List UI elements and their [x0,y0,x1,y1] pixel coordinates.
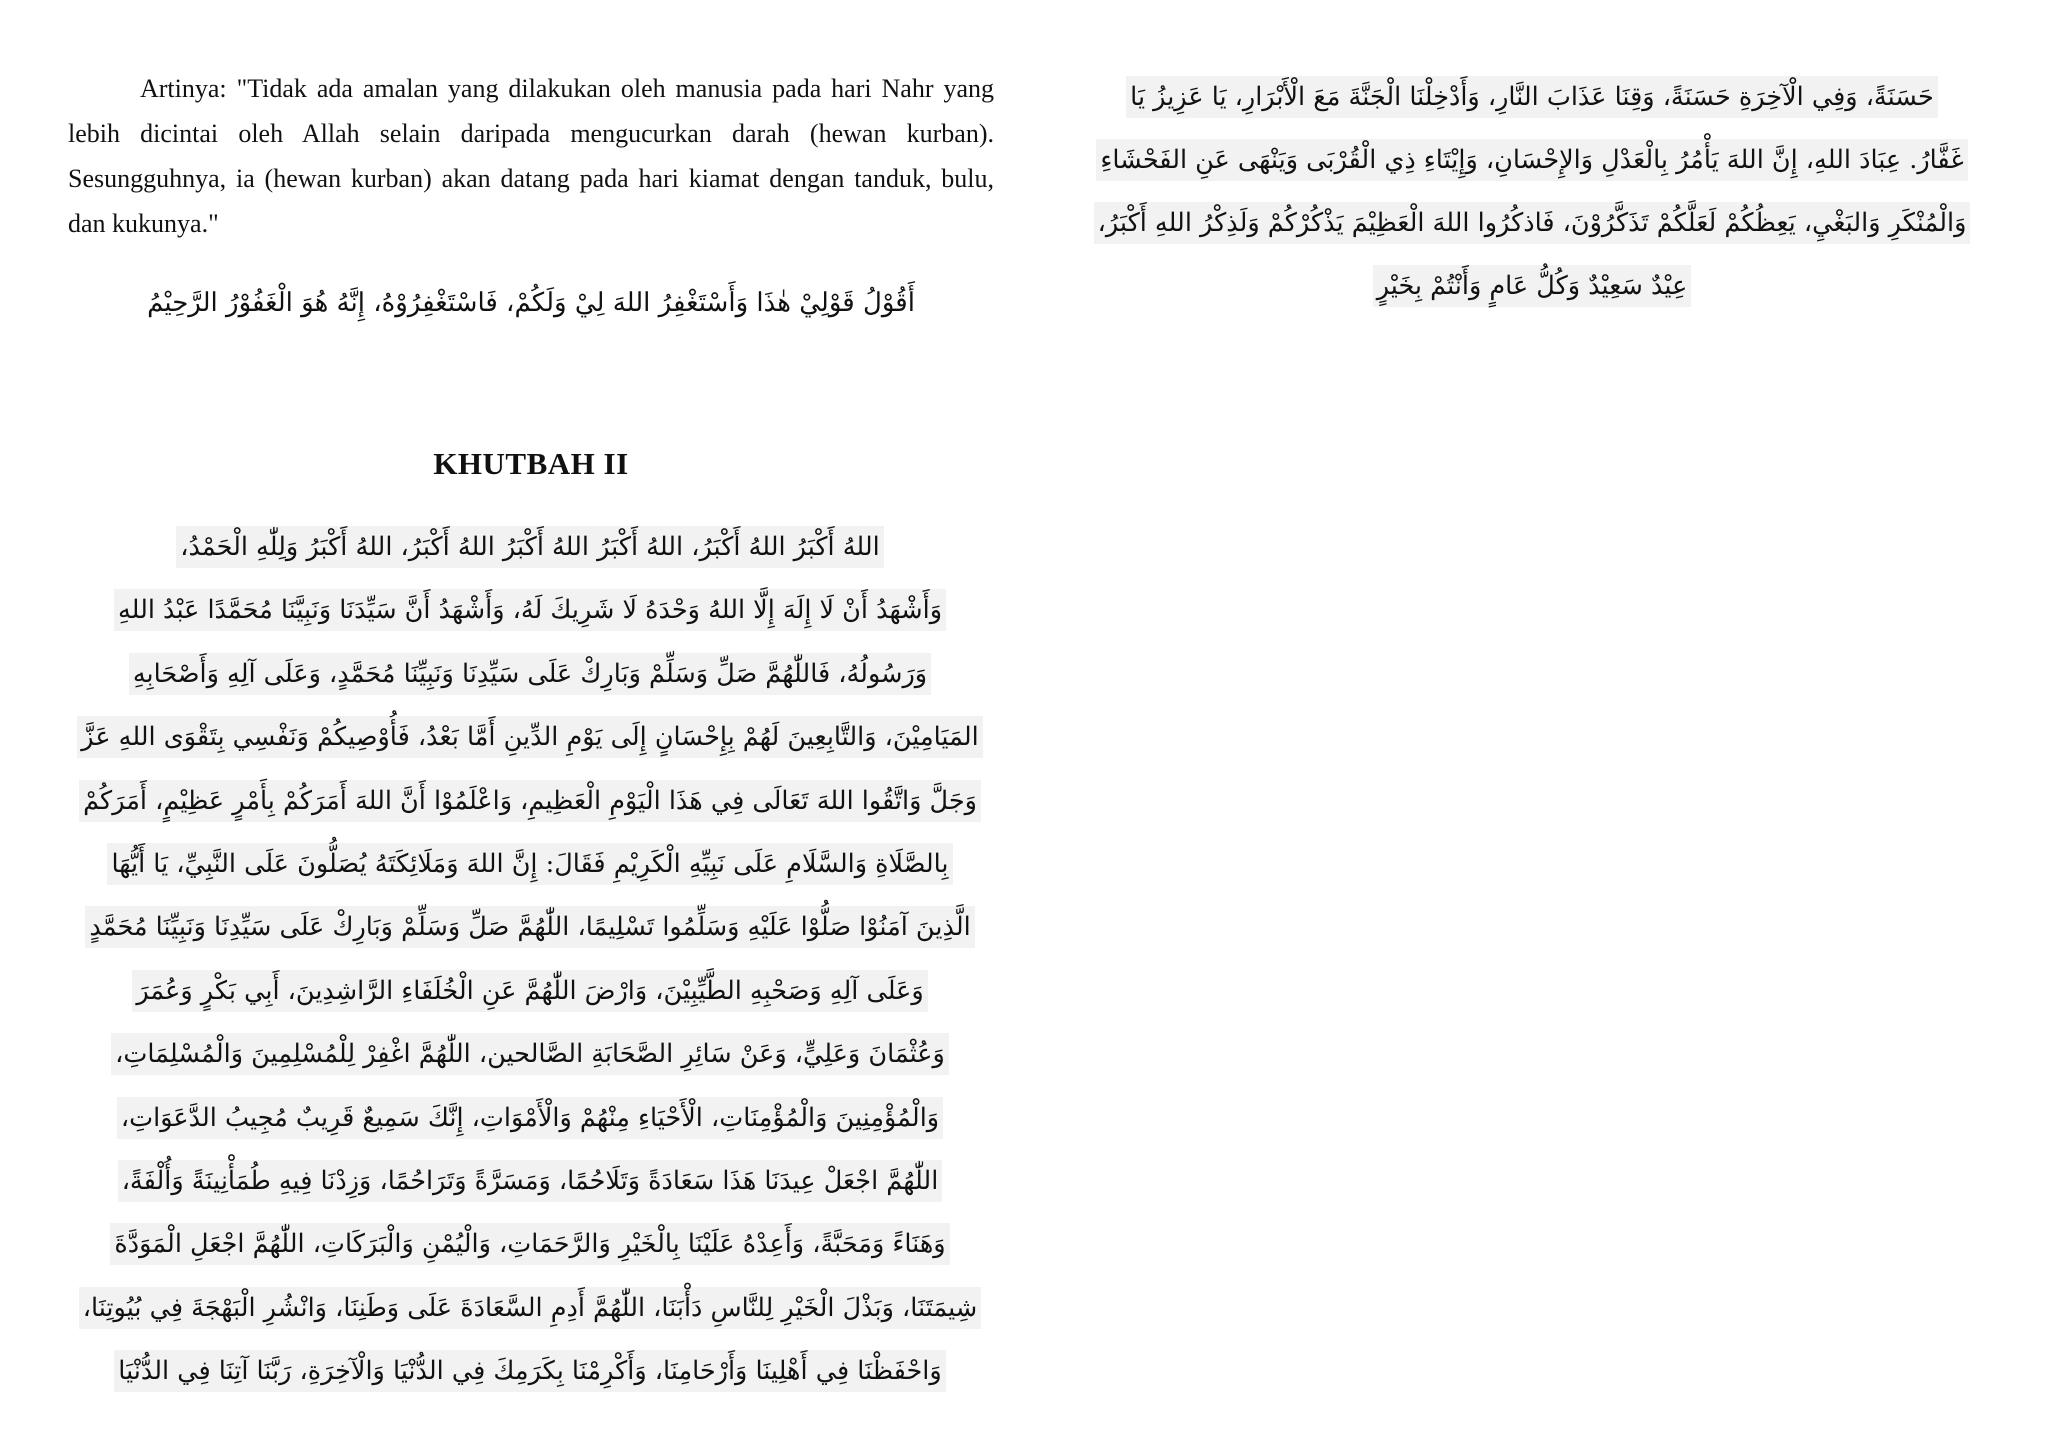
arabic-line: المَيَامِيْنَ، وَالتَّابِعِينَ لَهُمْ بِإِحْسَانٍ إِلَى يَوْمِ الدِّينِ أَمَّا بَعْدُ، فَأُوْصِيكُمْ وَنَفْسِي بِتَقْوَى اللهِ عَزَّ [77,716,982,758]
arabic-line: الَّذِينَ آمَنُوْا صَلُّوْا عَلَيْهِ وَسَلِّمُوا تَسْلِيمًا، اللّٰهُمَّ صَلِّ وَسَلِّمْ وَبَارِكْ عَلَى سَيِّدِنَا وَنَبِيِّنَا مُحَمَّدٍ [85,906,974,948]
arabic-line: وَرَسُولُهُ، فَاللّٰهُمَّ صَلِّ وَسَلِّمْ وَبَارِكْ عَلَى سَيِّدِنَا وَنَبِيِّنَا مُحَمَّدٍ، وَعَلَى آلِهِ وَأَصْحَابِهِ [129,653,931,695]
arabic-line: وَالْمُؤْمِنِينَ وَالْمُؤْمِنَاتِ، الْأَحْيَاءِ مِنْهُمْ وَالْأَمْوَاتِ، إِنَّكَ سَمِيعٌ قَرِيبٌ مُجِيبُ الدَّعَوَاتِ، [117,1097,943,1139]
eid-greeting-line: عِيْدٌ سَعِيْدٌ وَكُلُّ عَامٍ وَأَنْتُمْ بِخَيْرٍ [1373,265,1692,307]
arabic-line: اللّٰهُمَّ اجْعَلْ عِيدَنَا هَذَا سَعَادَةً وَتَلَاحُمًا، وَمَسَرَّةً وَتَرَاحُمًا، وَزِدْنَا فِيهِ طُمَأْنِينَةً وَأُلْفَةً، [118,1160,943,1202]
arabic-line: وَالْمُنْكَرِ وَالبَغْيِ، يَعِظُكُمْ لَعَلَّكُمْ تَذَكَّرُوْنَ، فَاذكُرُوا اللهَ الْعَظِيْمَ يَذْكُرْكُمْ وَلَذِكْرُ اللهِ أَكْبَرُ، [1094,202,1971,244]
arabic-line: بِالصَّلَاةِ وَالسَّلَامِ عَلَى نَبِيِّهِ الْكَرِيْمِ فَقَالَ: إِنَّ اللهَ وَمَلَائِكَتَهُ يُصَلُّونَ عَلَى النَّبِيِّ، يَا أَيُّهَا [107,843,952,885]
arabic-line: اللهُ أَكْبَرُ اللهُ أَكْبَرُ، اللهُ أَكْبَرُ اللهُ أَكْبَرُ اللهُ أَكْبَرُ، اللهُ أَكْبَرُ وَلِلّٰهِ الْحَمْدُ، [176,526,883,568]
arabic-line: حَسَنَةً، وَفِي الْآخِرَةِ حَسَنَةً، وَقِنَا عَذَابَ النَّارِ، وَأَدْخِلْنَا الْجَنَّةَ مَعَ الْأَبْرَارِ، يَا عَزِيزُ يَا [1126,76,1938,118]
arabic-line: وَهَنَاءً وَمَحَبَّةً، وَأَعِدْهُ عَلَيْنَا بِالْخَيْرِ وَالرَّحَمَاتِ، وَالْيُمْنِ وَالْبَرَكَاتِ، اللّٰهُمَّ اجْعَلِ الْمَوَدَّةَ [110,1223,949,1265]
hadith-translation: Artinya: "Tidak ada amalan yang dilakukan oleh manusia pada hari Nahr yang lebih dicintai oleh Allah selain daripada mengucurkan darah (hewan kurban). Sesungguhnya, ia (hewan kurban) akan datang pada hari kiamat dengan tanduk, bulu, dan kukunya." [68,74,994,238]
left-column [68,66,994,335]
khutbah-2-arabic-text [60,516,1000,1404]
arabic-line: وَعُثْمَانَ وَعَلِيٍّ، وَعَنْ سَائِرِ الصَّحَابَةِ الصَّالحين، اللّٰهُمَّ اغْفِرْ لِلْمُسْلِمِينَ وَالْمُسْلِمَاتِ، [111,1033,949,1075]
arabic-line: وَجَلَّ وَاتَّقُوا اللهَ تَعَالَى فِي هَذَا الْيَوْمِ الْعَظِيمِ، وَاعْلَمُوْا أَنَّ اللهَ أَمَرَكُمْ بِأَمْرٍ عَظِيْمٍ، أَمَرَكُمْ [79,780,981,822]
right-column [1082,66,1982,318]
arabic-line: غَفَّارُ. عِبَادَ اللهِ، إِنَّ اللهَ يَأْمُرُ بِالْعَدْلِ وَالإِحْسَانِ، وَإِيْتَاءِ ذِي الْقُرْبَى وَيَنْهَى عَنِ الفَحْشَاءِ [1096,139,1967,181]
arabic-line: شِيمَتَنَا، وَبَذْلَ الْخَيْرِ لِلنَّاسِ دَأْبَنَا، اللّٰهُمَّ أَدِمِ السَّعَادَةَ عَلَى وَطَنِنَا، وَانْشُرِ الْبَهْجَةَ فِي بُيُوتِنَا، [79,1287,982,1329]
arabic-line: وَاحْفَظْنَا فِي أَهْلِينَا وَأَرْحَامِنَا، وَأَكْرِمْنَا بِكَرَمِكَ فِي الدُّنْيَا وَالْآخِرَةِ، رَبَّنَا آتِنَا فِي الدُّنْيَا [114,1350,945,1392]
arabic-line: وَأَشْهَدُ أَنْ لَا إِلَهَ إِلَّا اللهُ وَحْدَهُ لَا شَرِيكَ لَهُ، وَأَشْهَدُ أَنَّ سَيِّدَنَا وَنَبِيَّنَا مُحَمَّدًا عَبْدُ اللهِ [114,589,946,631]
closing-prayer-arabic: أَقُوْلُ قَوْلِيْ هٰذَا وَأَسْتَغْفِرُ اللهَ لِيْ وَلَكُمْ، فَاسْتَغْفِرُوْهُ، إِنَّهُ هُوَ الْغَفُوْرُ الرَّحِيْمُ [147,288,915,318]
section-title-khutbah-2: KHUTBAH II [433,446,629,481]
arabic-line: وَعَلَى آلِهِ وَصَحْبِهِ الطَّيِّبِيْنَ، وَارْضَ اللّٰهُمَّ عَنِ الْخُلَفَاءِ الرَّاشِدِينَ، أَبِي بَكْرٍ وَعُمَرَ [132,970,927,1012]
